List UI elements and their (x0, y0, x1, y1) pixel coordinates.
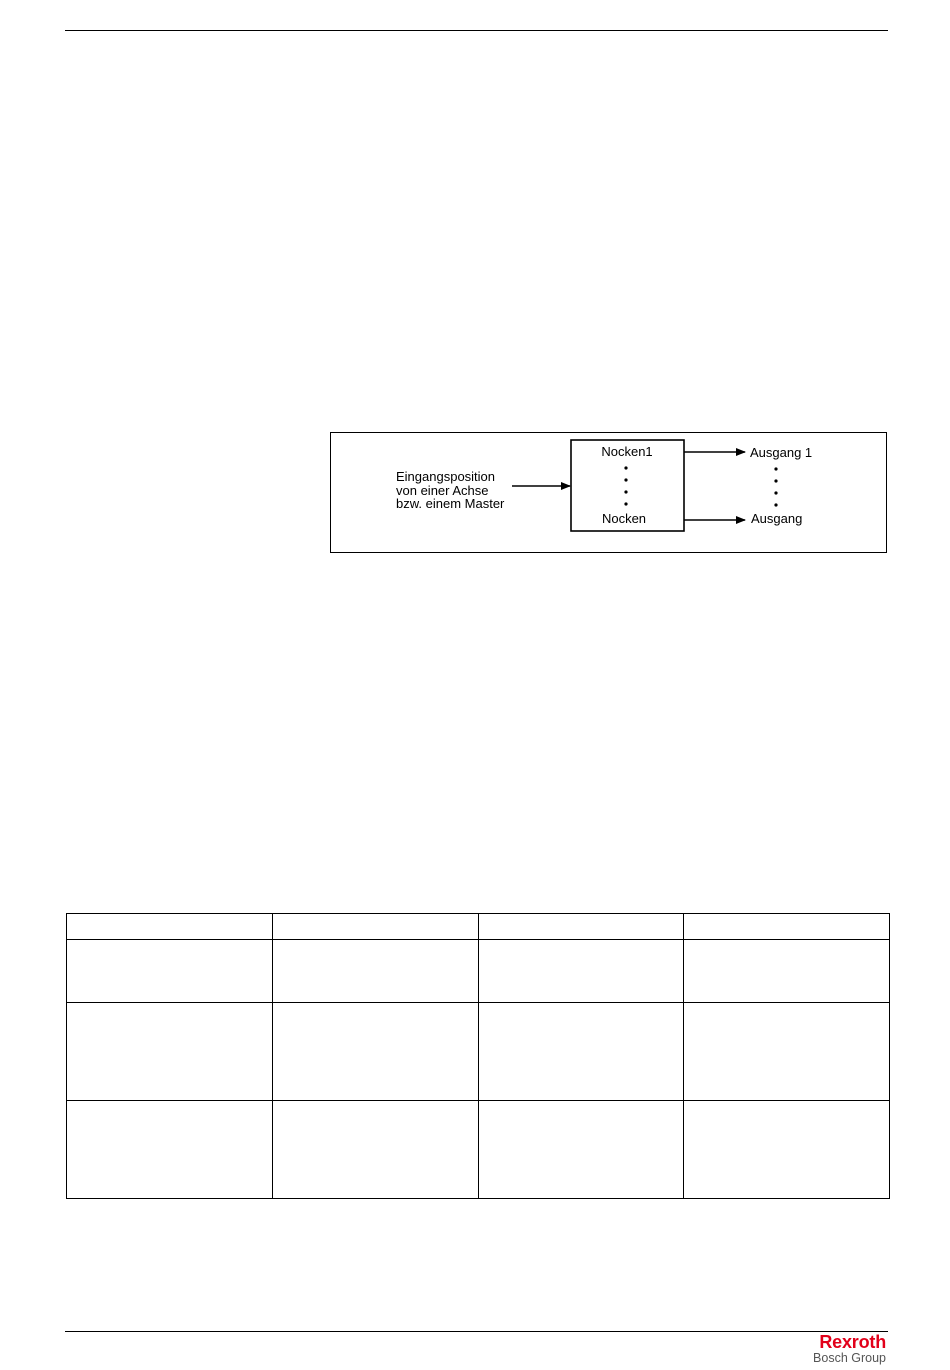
table-row (67, 940, 890, 1003)
cam-ellipsis (624, 466, 627, 505)
brand-logo (813, 1333, 886, 1365)
input-label-line-3: bzw. einem Master (396, 496, 505, 511)
output-ellipsis (774, 467, 777, 506)
table-cell (684, 1003, 890, 1101)
footer-rule (65, 1331, 888, 1332)
input-label-line-2: von einer Achse (396, 483, 489, 498)
table-cell (478, 914, 684, 940)
table-cell (478, 1003, 684, 1101)
table-cell (272, 914, 478, 940)
table-cell (67, 940, 273, 1003)
table-cell (478, 940, 684, 1003)
table-row (67, 1003, 890, 1101)
table-row (67, 1101, 890, 1199)
data-table (66, 913, 890, 1199)
table-cell (67, 914, 273, 940)
cam-last-label: Nocken (601, 511, 647, 526)
table-cell (272, 1101, 478, 1199)
table-cell (684, 940, 890, 1003)
brand-name: Rexroth (819, 1332, 886, 1352)
brand-group: Bosch Group (813, 1351, 886, 1365)
cam-first-label: Nocken1 (601, 444, 653, 459)
output-first-label: Ausgang 1 (750, 445, 813, 460)
input-label-line-1: Eingangsposition (396, 469, 496, 484)
table-cell (684, 1101, 890, 1199)
table-cell (684, 914, 890, 940)
table-cell (67, 1101, 273, 1199)
table-header-row (67, 914, 890, 940)
header-rule (65, 30, 888, 31)
table-cell (67, 1003, 273, 1101)
table-cell (478, 1101, 684, 1199)
table-cell (272, 940, 478, 1003)
table-cell (272, 1003, 478, 1101)
output-last-label: Ausgang (751, 511, 803, 526)
